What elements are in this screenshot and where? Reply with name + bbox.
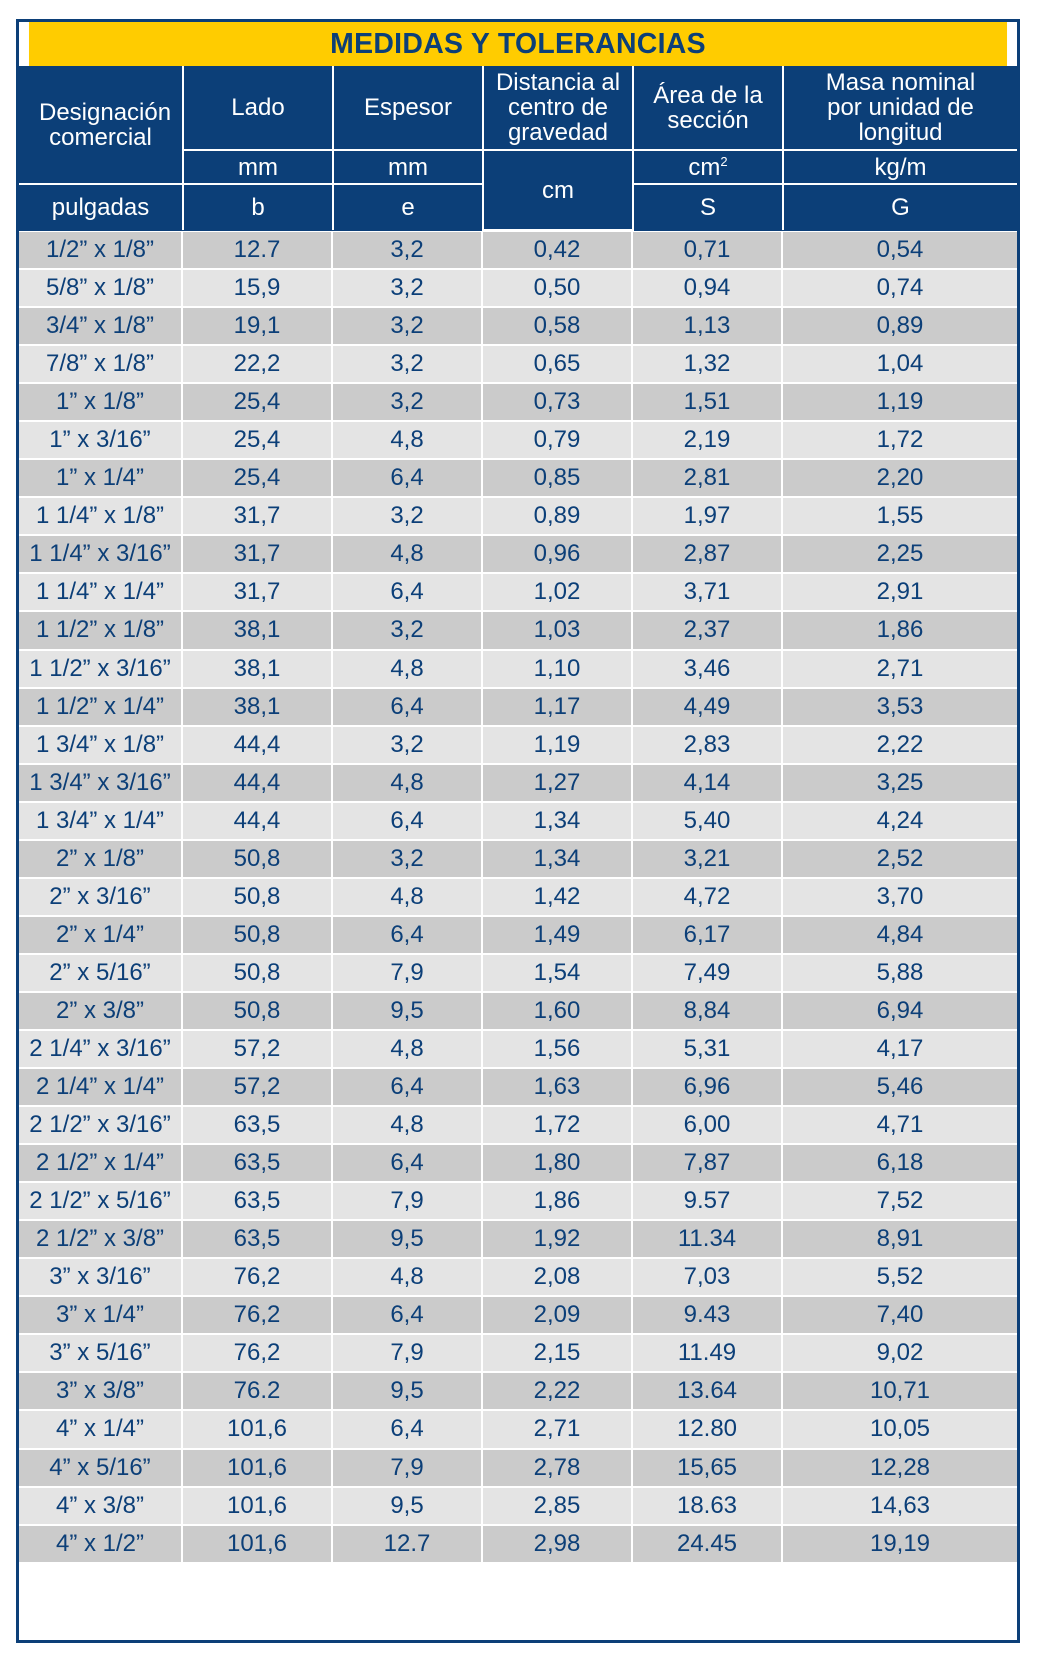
cell-masa: 2,22 xyxy=(783,727,1017,765)
cell-area: 9.43 xyxy=(633,1297,783,1335)
cell-area: 8,84 xyxy=(633,993,783,1031)
cell-masa: 1,04 xyxy=(783,346,1017,384)
cell-designacion: 1/2” x 1/8” xyxy=(19,232,183,270)
table-row xyxy=(19,651,1017,689)
cell-designacion: 2” x 3/8” xyxy=(19,993,183,1031)
cell-area: 3,71 xyxy=(633,574,783,612)
cell-lado: 25,4 xyxy=(183,460,333,498)
table-row xyxy=(19,346,1017,384)
table-row xyxy=(19,955,1017,993)
table-row xyxy=(19,727,1017,765)
cell-designacion: 2 1/2” x 1/4” xyxy=(19,1145,183,1183)
cell-designacion: 4” x 1/4” xyxy=(19,1411,183,1449)
table-row xyxy=(19,1221,1017,1259)
cell-masa: 4,71 xyxy=(783,1107,1017,1145)
cell-masa: 4,17 xyxy=(783,1031,1017,1069)
cell-area: 2,87 xyxy=(633,536,783,574)
cell-espesor: 3,2 xyxy=(333,308,483,346)
cell-lado: 38,1 xyxy=(183,651,333,689)
cell-area: 9.57 xyxy=(633,1183,783,1221)
cell-area: 5,40 xyxy=(633,803,783,841)
cell-lado: 76,2 xyxy=(183,1259,333,1297)
table-row xyxy=(19,232,1017,270)
table-row xyxy=(19,1335,1017,1373)
table-row xyxy=(19,841,1017,879)
unit-area: $cm^2$ xyxy=(633,150,783,184)
table-row xyxy=(19,879,1017,917)
cell-lado: 50,8 xyxy=(183,917,333,955)
cell-espesor: 9,5 xyxy=(333,1221,483,1259)
cell-distancia: 1,72 xyxy=(483,1107,633,1145)
cell-espesor: 7,9 xyxy=(333,1183,483,1221)
cell-masa: 2,20 xyxy=(783,460,1017,498)
cell-masa: 1,72 xyxy=(783,422,1017,460)
cell-distancia: 1,02 xyxy=(483,574,633,612)
table-row xyxy=(19,993,1017,1031)
table-row xyxy=(19,803,1017,841)
cell-espesor: 7,9 xyxy=(333,1335,483,1373)
cell-designacion: 1 1/2” x 1/8” xyxy=(19,612,183,650)
cell-masa: 9,02 xyxy=(783,1335,1017,1373)
cell-distancia: 0,42 xyxy=(483,232,633,270)
cell-lado: 25,4 xyxy=(183,384,333,422)
cell-designacion: 2” x 3/16” xyxy=(19,879,183,917)
cell-designacion: 3” x 3/8” xyxy=(19,1373,183,1411)
header-espesor: Espesor xyxy=(333,66,483,150)
cell-distancia: 1,03 xyxy=(483,612,633,650)
cell-lado: 101,6 xyxy=(183,1526,333,1564)
cell-espesor: 3,2 xyxy=(333,270,483,308)
table-row xyxy=(19,574,1017,612)
symbol-masa: G xyxy=(783,184,1017,230)
cell-distancia: 2,98 xyxy=(483,1526,633,1564)
cell-lado: 101,6 xyxy=(183,1450,333,1488)
cell-espesor: 3,2 xyxy=(333,232,483,270)
header-designacion: Designación comercial xyxy=(19,66,183,184)
cell-area: 5,31 xyxy=(633,1031,783,1069)
cell-distancia: 0,73 xyxy=(483,384,633,422)
cell-lado: 50,8 xyxy=(183,879,333,917)
table-title: MEDIDAS Y TOLERANCIAS xyxy=(29,22,1007,66)
cell-espesor: 3,2 xyxy=(333,612,483,650)
cell-area: 1,97 xyxy=(633,498,783,536)
cell-area: 0,71 xyxy=(633,232,783,270)
cell-distancia: 0,85 xyxy=(483,460,633,498)
header-masa: Masa nominal por unidad de longitud xyxy=(783,66,1017,150)
table-row xyxy=(19,1031,1017,1069)
header-lado: Lado xyxy=(183,66,333,150)
table-body xyxy=(19,232,1017,1564)
cell-espesor: 6,4 xyxy=(333,1069,483,1107)
cell-area: 2,81 xyxy=(633,460,783,498)
cell-distancia: 1,54 xyxy=(483,955,633,993)
cell-masa: 0,54 xyxy=(783,232,1017,270)
cell-area: 6,00 xyxy=(633,1107,783,1145)
cell-area: 24.45 xyxy=(633,1526,783,1564)
cell-distancia: 1,19 xyxy=(483,727,633,765)
cell-distancia: 2,71 xyxy=(483,1411,633,1449)
cell-area: 11.49 xyxy=(633,1335,783,1373)
cell-distancia: 1,42 xyxy=(483,879,633,917)
cell-area: 18.63 xyxy=(633,1488,783,1526)
cell-distancia: 1,80 xyxy=(483,1145,633,1183)
cell-distancia: 1,34 xyxy=(483,803,633,841)
cell-masa: 3,25 xyxy=(783,765,1017,803)
cell-designacion: 1 1/2” x 3/16” xyxy=(19,651,183,689)
cell-designacion: 5/8” x 1/8” xyxy=(19,270,183,308)
cell-masa: 5,46 xyxy=(783,1069,1017,1107)
cell-lado: 101,6 xyxy=(183,1488,333,1526)
cell-masa: 7,52 xyxy=(783,1183,1017,1221)
cell-masa: 2,52 xyxy=(783,841,1017,879)
cell-espesor: 4,8 xyxy=(333,422,483,460)
cell-masa: 8,91 xyxy=(783,1221,1017,1259)
cell-masa: 0,89 xyxy=(783,308,1017,346)
cell-masa: 5,52 xyxy=(783,1259,1017,1297)
cell-designacion: 2 1/4” x 1/4” xyxy=(19,1069,183,1107)
cell-espesor: 6,4 xyxy=(333,460,483,498)
cell-distancia: 2,85 xyxy=(483,1488,633,1526)
cell-espesor: 4,8 xyxy=(333,651,483,689)
table-row xyxy=(19,689,1017,727)
cell-espesor: 3,2 xyxy=(333,841,483,879)
symbol-espesor: e xyxy=(333,184,483,230)
cell-designacion: 1 1/4” x 1/8” xyxy=(19,498,183,536)
cell-lado: 57,2 xyxy=(183,1069,333,1107)
table-row xyxy=(19,422,1017,460)
cell-lado: 76,2 xyxy=(183,1297,333,1335)
cell-area: 1,32 xyxy=(633,346,783,384)
table-row xyxy=(19,270,1017,308)
symbol-lado: b xyxy=(183,184,333,230)
cell-designacion: 4” x 5/16” xyxy=(19,1450,183,1488)
cell-designacion: 2 1/4” x 3/16” xyxy=(19,1031,183,1069)
cell-lado: 15,9 xyxy=(183,270,333,308)
cell-lado: 63,5 xyxy=(183,1183,333,1221)
cell-area: 6,96 xyxy=(633,1069,783,1107)
cell-espesor: 6,4 xyxy=(333,689,483,727)
table-header xyxy=(19,66,1017,231)
cell-espesor: 3,2 xyxy=(333,727,483,765)
table-frame xyxy=(16,19,1020,1643)
cell-lado: 76.2 xyxy=(183,1373,333,1411)
cell-masa: 6,18 xyxy=(783,1145,1017,1183)
cell-lado: 31,7 xyxy=(183,498,333,536)
cell-distancia: 2,15 xyxy=(483,1335,633,1373)
cell-area: 6,17 xyxy=(633,917,783,955)
cell-lado: 12.7 xyxy=(183,232,333,270)
cell-area: 2,19 xyxy=(633,422,783,460)
table-row xyxy=(19,1450,1017,1488)
table-row xyxy=(19,384,1017,422)
cell-espesor: 3,2 xyxy=(333,498,483,536)
cell-distancia: 0,50 xyxy=(483,270,633,308)
cell-area: 1,51 xyxy=(633,384,783,422)
table-row xyxy=(19,498,1017,536)
cell-lado: 63,5 xyxy=(183,1107,333,1145)
cell-lado: 44,4 xyxy=(183,803,333,841)
unit-distancia: cm xyxy=(483,150,633,230)
cell-lado: 57,2 xyxy=(183,1031,333,1069)
cell-espesor: 9,5 xyxy=(333,1488,483,1526)
cell-espesor: 4,8 xyxy=(333,765,483,803)
table-row xyxy=(19,1069,1017,1107)
cell-masa: 19,19 xyxy=(783,1526,1017,1564)
cell-distancia: 2,09 xyxy=(483,1297,633,1335)
cell-distancia: 2,08 xyxy=(483,1259,633,1297)
table-row xyxy=(19,612,1017,650)
cell-masa: 0,74 xyxy=(783,270,1017,308)
cell-designacion: 1 3/4” x 1/8” xyxy=(19,727,183,765)
cell-lado: 19,1 xyxy=(183,308,333,346)
cell-espesor: 6,4 xyxy=(333,803,483,841)
cell-area: 12.80 xyxy=(633,1411,783,1449)
cell-area: 2,83 xyxy=(633,727,783,765)
cell-designacion: 2” x 1/8” xyxy=(19,841,183,879)
table-row xyxy=(19,1488,1017,1526)
cell-distancia: 1,60 xyxy=(483,993,633,1031)
cell-masa: 6,94 xyxy=(783,993,1017,1031)
table-row xyxy=(19,1259,1017,1297)
cell-area: 7,87 xyxy=(633,1145,783,1183)
cell-lado: 31,7 xyxy=(183,536,333,574)
cell-masa: 12,28 xyxy=(783,1450,1017,1488)
cell-masa: 2,25 xyxy=(783,536,1017,574)
table-row xyxy=(19,308,1017,346)
cell-espesor: 6,4 xyxy=(333,1145,483,1183)
unit-masa: kg/m xyxy=(783,150,1017,184)
cell-masa: 4,84 xyxy=(783,917,1017,955)
cell-masa: 3,53 xyxy=(783,689,1017,727)
cell-masa: 2,71 xyxy=(783,651,1017,689)
cell-espesor: 6,4 xyxy=(333,917,483,955)
cell-area: 11.34 xyxy=(633,1221,783,1259)
cell-designacion: 7/8” x 1/8” xyxy=(19,346,183,384)
cell-designacion: 1 1/4” x 3/16” xyxy=(19,536,183,574)
cell-espesor: 6,4 xyxy=(333,574,483,612)
cell-masa: 3,70 xyxy=(783,879,1017,917)
cell-lado: 50,8 xyxy=(183,841,333,879)
cell-designacion: 1 3/4” x 3/16” xyxy=(19,765,183,803)
cell-masa: 10,71 xyxy=(783,1373,1017,1411)
header-area: Área de la sección xyxy=(633,66,783,150)
cell-masa: 10,05 xyxy=(783,1411,1017,1449)
cell-espesor: 4,8 xyxy=(333,1107,483,1145)
cell-lado: 50,8 xyxy=(183,993,333,1031)
cell-designacion: 1 1/2” x 1/4” xyxy=(19,689,183,727)
cell-area: 4,49 xyxy=(633,689,783,727)
cell-lado: 38,1 xyxy=(183,689,333,727)
cell-designacion: 4” x 1/2” xyxy=(19,1526,183,1564)
unit-lado: mm xyxy=(183,150,333,184)
cell-lado: 38,1 xyxy=(183,612,333,650)
cell-masa: 1,19 xyxy=(783,384,1017,422)
cell-designacion: 3” x 5/16” xyxy=(19,1335,183,1373)
cell-area: 3,46 xyxy=(633,651,783,689)
cell-espesor: 9,5 xyxy=(333,993,483,1031)
cell-distancia: 1,27 xyxy=(483,765,633,803)
cell-lado: 63,5 xyxy=(183,1145,333,1183)
cell-distancia: 0,96 xyxy=(483,536,633,574)
table-row xyxy=(19,460,1017,498)
cell-espesor: 3,2 xyxy=(333,346,483,384)
cell-lado: 76,2 xyxy=(183,1335,333,1373)
cell-espesor: 6,4 xyxy=(333,1297,483,1335)
cell-designacion: 2” x 1/4” xyxy=(19,917,183,955)
cell-distancia: 2,22 xyxy=(483,1373,633,1411)
cell-area: 1,13 xyxy=(633,308,783,346)
cell-distancia: 1,56 xyxy=(483,1031,633,1069)
cell-espesor: 3,2 xyxy=(333,384,483,422)
cell-area: 7,03 xyxy=(633,1259,783,1297)
cell-distancia: 0,89 xyxy=(483,498,633,536)
cell-distancia: 0,58 xyxy=(483,308,633,346)
cell-espesor: 7,9 xyxy=(333,955,483,993)
cell-distancia: 1,10 xyxy=(483,651,633,689)
cell-masa: 4,24 xyxy=(783,803,1017,841)
cell-designacion: 3” x 1/4” xyxy=(19,1297,183,1335)
cell-designacion: 1” x 1/8” xyxy=(19,384,183,422)
cell-lado: 22,2 xyxy=(183,346,333,384)
table-row xyxy=(19,765,1017,803)
cell-designacion: 1” x 3/16” xyxy=(19,422,183,460)
cell-area: 4,72 xyxy=(633,879,783,917)
cell-distancia: 0,65 xyxy=(483,346,633,384)
cell-designacion: 2 1/2” x 3/8” xyxy=(19,1221,183,1259)
cell-masa: 1,55 xyxy=(783,498,1017,536)
symbol-designacion: pulgadas xyxy=(19,184,183,230)
cell-area: 2,37 xyxy=(633,612,783,650)
cell-lado: 44,4 xyxy=(183,765,333,803)
header-distancia: Distancia al centro de gravedad xyxy=(483,66,633,150)
cell-lado: 25,4 xyxy=(183,422,333,460)
cell-masa: 2,91 xyxy=(783,574,1017,612)
cell-masa: 1,86 xyxy=(783,612,1017,650)
cell-distancia: 0,79 xyxy=(483,422,633,460)
cell-lado: 63,5 xyxy=(183,1221,333,1259)
cell-lado: 101,6 xyxy=(183,1411,333,1449)
table-row xyxy=(19,1373,1017,1411)
symbol-area: S xyxy=(633,184,783,230)
cell-designacion: 1” x 1/4” xyxy=(19,460,183,498)
table-row xyxy=(19,1183,1017,1221)
cell-designacion: 2” x 5/16” xyxy=(19,955,183,993)
cell-masa: 5,88 xyxy=(783,955,1017,993)
table-row xyxy=(19,1297,1017,1335)
cell-distancia: 1,92 xyxy=(483,1221,633,1259)
cell-designacion: 2 1/2” x 3/16” xyxy=(19,1107,183,1145)
cell-espesor: 7,9 xyxy=(333,1450,483,1488)
cell-masa: 7,40 xyxy=(783,1297,1017,1335)
table-row xyxy=(19,1526,1017,1564)
cell-designacion: 3” x 3/16” xyxy=(19,1259,183,1297)
cell-area: 4,14 xyxy=(633,765,783,803)
cell-designacion: 2 1/2” x 5/16” xyxy=(19,1183,183,1221)
cell-distancia: 2,78 xyxy=(483,1450,633,1488)
cell-masa: 14,63 xyxy=(783,1488,1017,1526)
cell-espesor: 4,8 xyxy=(333,1259,483,1297)
cell-designacion: 4” x 3/8” xyxy=(19,1488,183,1526)
cell-distancia: 1,34 xyxy=(483,841,633,879)
cell-espesor: 9,5 xyxy=(333,1373,483,1411)
cell-lado: 31,7 xyxy=(183,574,333,612)
table-row xyxy=(19,1107,1017,1145)
cell-area: 13.64 xyxy=(633,1373,783,1411)
cell-distancia: 1,86 xyxy=(483,1183,633,1221)
cell-distancia: 1,49 xyxy=(483,917,633,955)
table-row xyxy=(19,1411,1017,1449)
cell-area: 15,65 xyxy=(633,1450,783,1488)
cell-lado: 44,4 xyxy=(183,727,333,765)
cell-espesor: 4,8 xyxy=(333,1031,483,1069)
cell-espesor: 4,8 xyxy=(333,879,483,917)
cell-area: 0,94 xyxy=(633,270,783,308)
cell-distancia: 1,17 xyxy=(483,689,633,727)
cell-designacion: 3/4” x 1/8” xyxy=(19,308,183,346)
cell-lado: 50,8 xyxy=(183,955,333,993)
cell-espesor: 4,8 xyxy=(333,536,483,574)
cell-area: 3,21 xyxy=(633,841,783,879)
cell-distancia: 1,63 xyxy=(483,1069,633,1107)
cell-area: 7,49 xyxy=(633,955,783,993)
unit-espesor: mm xyxy=(333,150,483,184)
table-row xyxy=(19,1145,1017,1183)
cell-designacion: 1 3/4” x 1/4” xyxy=(19,803,183,841)
cell-espesor: 12.7 xyxy=(333,1526,483,1564)
cell-designacion: 1 1/4” x 1/4” xyxy=(19,574,183,612)
table-row xyxy=(19,917,1017,955)
table-row xyxy=(19,536,1017,574)
cell-espesor: 6,4 xyxy=(333,1411,483,1449)
